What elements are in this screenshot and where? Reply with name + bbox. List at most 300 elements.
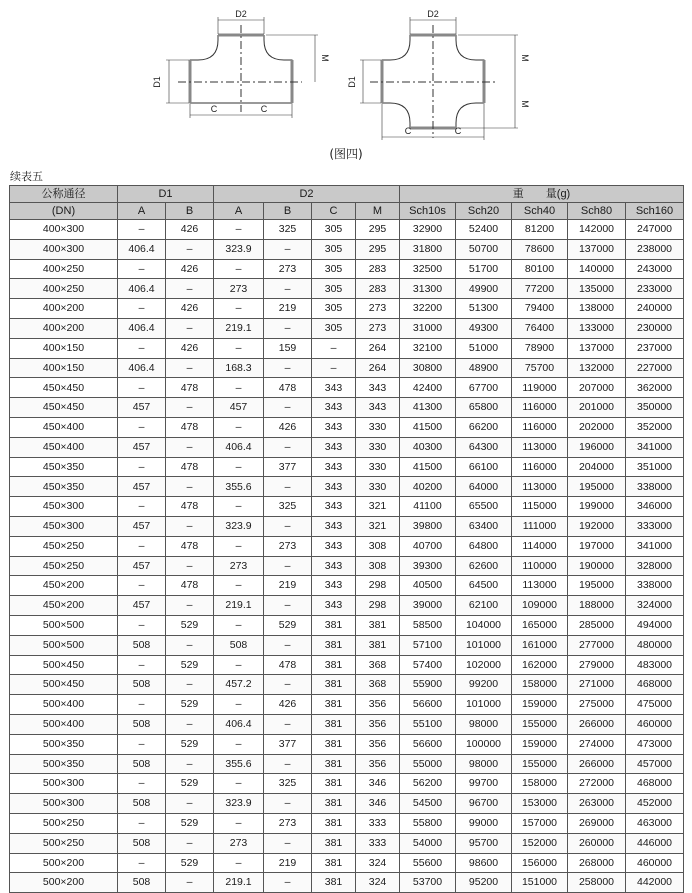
cell-sch10s: 30800 bbox=[400, 358, 456, 378]
cell-sch20: 96700 bbox=[456, 794, 512, 814]
cell-sch10s: 53700 bbox=[400, 873, 456, 893]
cell-d1-b: – bbox=[166, 754, 214, 774]
cell-sch10s: 55800 bbox=[400, 813, 456, 833]
cell-sch80: 133000 bbox=[568, 318, 626, 338]
cell-dn: 450×300 bbox=[10, 516, 118, 536]
cell-d2-b: – bbox=[264, 358, 312, 378]
cell-sch160: 341000 bbox=[626, 536, 684, 556]
cell-sch80: 202000 bbox=[568, 417, 626, 437]
cell-d1-a: 457 bbox=[118, 398, 166, 418]
cell-sch10s: 58500 bbox=[400, 615, 456, 635]
cell-d1-a: – bbox=[118, 695, 166, 715]
cell-sch160: 247000 bbox=[626, 220, 684, 240]
table-row bbox=[10, 635, 684, 655]
cell-m: 368 bbox=[356, 675, 400, 695]
col-sch10s: Sch10s bbox=[400, 203, 456, 220]
col-d1-a: A bbox=[118, 203, 166, 220]
cell-dn: 500×200 bbox=[10, 853, 118, 873]
cell-d2-b: 325 bbox=[264, 774, 312, 794]
cell-d1-b: 529 bbox=[166, 695, 214, 715]
cell-sch10s: 40500 bbox=[400, 576, 456, 596]
cell-dn: 450×200 bbox=[10, 576, 118, 596]
cell-c: 343 bbox=[312, 497, 356, 517]
cell-d2-b: – bbox=[264, 873, 312, 893]
cell-sch80: 137000 bbox=[568, 338, 626, 358]
cell-d1-b: – bbox=[166, 794, 214, 814]
cell-sch40: 162000 bbox=[512, 655, 568, 675]
cell-sch40: 159000 bbox=[512, 734, 568, 754]
cell-m: 264 bbox=[356, 358, 400, 378]
col-d2-a: A bbox=[214, 203, 264, 220]
cell-d1-b: 478 bbox=[166, 417, 214, 437]
cell-d1-b: – bbox=[166, 714, 214, 734]
table-row bbox=[10, 833, 684, 853]
cell-m: 330 bbox=[356, 417, 400, 437]
cell-sch20: 95200 bbox=[456, 873, 512, 893]
cell-sch40: 156000 bbox=[512, 853, 568, 873]
cell-dn: 450×250 bbox=[10, 556, 118, 576]
cell-c: 381 bbox=[312, 615, 356, 635]
cell-sch160: 230000 bbox=[626, 318, 684, 338]
table-row bbox=[10, 239, 684, 259]
cell-c: 343 bbox=[312, 516, 356, 536]
cell-sch20: 51700 bbox=[456, 259, 512, 279]
cell-sch10s: 55900 bbox=[400, 675, 456, 695]
table-body bbox=[10, 220, 684, 893]
cell-sch10s: 39300 bbox=[400, 556, 456, 576]
cell-d2-a: – bbox=[214, 813, 264, 833]
cell-dn: 400×300 bbox=[10, 220, 118, 240]
cell-sch20: 63400 bbox=[456, 516, 512, 536]
cell-sch20: 101000 bbox=[456, 635, 512, 655]
cell-m: 324 bbox=[356, 873, 400, 893]
cell-m: 330 bbox=[356, 457, 400, 477]
cell-d2-b: – bbox=[264, 635, 312, 655]
cell-d1-b: 529 bbox=[166, 655, 214, 675]
cell-sch80: 192000 bbox=[568, 516, 626, 536]
cell-sch10s: 55600 bbox=[400, 853, 456, 873]
cell-m: 356 bbox=[356, 754, 400, 774]
cell-sch20: 95700 bbox=[456, 833, 512, 853]
cell-c: 381 bbox=[312, 813, 356, 833]
cell-sch20: 49900 bbox=[456, 279, 512, 299]
cell-c: 343 bbox=[312, 457, 356, 477]
cell-d2-a: – bbox=[214, 497, 264, 517]
cell-c: 305 bbox=[312, 259, 356, 279]
cell-dn: 500×300 bbox=[10, 774, 118, 794]
cell-sch40: 151000 bbox=[512, 873, 568, 893]
col-d1-b: B bbox=[166, 203, 214, 220]
cell-d2-b: – bbox=[264, 794, 312, 814]
cell-d2-b: 273 bbox=[264, 259, 312, 279]
cell-sch10s: 56600 bbox=[400, 734, 456, 754]
cell-c: 343 bbox=[312, 477, 356, 497]
cell-sch40: 79400 bbox=[512, 299, 568, 319]
cell-sch40: 158000 bbox=[512, 675, 568, 695]
cell-m: 330 bbox=[356, 477, 400, 497]
cell-c: 305 bbox=[312, 318, 356, 338]
cell-m: 356 bbox=[356, 714, 400, 734]
cell-d2-a: – bbox=[214, 299, 264, 319]
cell-d2-a: – bbox=[214, 378, 264, 398]
cell-d2-b: – bbox=[264, 398, 312, 418]
cell-sch20: 62100 bbox=[456, 596, 512, 616]
cell-sch160: 338000 bbox=[626, 576, 684, 596]
cell-d2-b: 426 bbox=[264, 417, 312, 437]
cell-d2-a: 273 bbox=[214, 279, 264, 299]
cross-drawing bbox=[360, 17, 518, 140]
cell-dn: 500×450 bbox=[10, 655, 118, 675]
table-row bbox=[10, 259, 684, 279]
cell-c: 381 bbox=[312, 873, 356, 893]
cell-sch10s: 40200 bbox=[400, 477, 456, 497]
cell-d2-b: – bbox=[264, 556, 312, 576]
cell-sch80: 271000 bbox=[568, 675, 626, 695]
cell-d2-b: – bbox=[264, 477, 312, 497]
cell-m: 298 bbox=[356, 596, 400, 616]
cell-c: 343 bbox=[312, 378, 356, 398]
cell-sch80: 260000 bbox=[568, 833, 626, 853]
cell-c: 343 bbox=[312, 536, 356, 556]
cell-dn: 500×200 bbox=[10, 873, 118, 893]
cell-sch20: 100000 bbox=[456, 734, 512, 754]
cell-d1-a: – bbox=[118, 615, 166, 635]
cell-d2-b: 529 bbox=[264, 615, 312, 635]
table-row bbox=[10, 279, 684, 299]
cell-sch20: 98600 bbox=[456, 853, 512, 873]
cell-sch40: 109000 bbox=[512, 596, 568, 616]
table-row bbox=[10, 734, 684, 754]
cell-sch20: 102000 bbox=[456, 655, 512, 675]
cell-sch40: 113000 bbox=[512, 477, 568, 497]
table-row bbox=[10, 477, 684, 497]
cell-dn: 400×300 bbox=[10, 239, 118, 259]
cell-d1-b: 426 bbox=[166, 259, 214, 279]
cell-sch80: 272000 bbox=[568, 774, 626, 794]
cell-sch160: 463000 bbox=[626, 813, 684, 833]
cell-c: 343 bbox=[312, 398, 356, 418]
cell-d1-a: 457 bbox=[118, 437, 166, 457]
cell-sch40: 153000 bbox=[512, 794, 568, 814]
cell-d1-a: – bbox=[118, 734, 166, 754]
cell-m: 283 bbox=[356, 279, 400, 299]
cell-m: 368 bbox=[356, 655, 400, 675]
cell-sch40: 77200 bbox=[512, 279, 568, 299]
col-sch160: Sch160 bbox=[626, 203, 684, 220]
cell-sch80: 195000 bbox=[568, 477, 626, 497]
cell-m: 333 bbox=[356, 833, 400, 853]
cell-dn: 500×500 bbox=[10, 615, 118, 635]
cell-m: 381 bbox=[356, 635, 400, 655]
cell-dn: 450×350 bbox=[10, 457, 118, 477]
cell-sch80: 188000 bbox=[568, 596, 626, 616]
cell-m: 321 bbox=[356, 497, 400, 517]
cross-d1-label: D1 bbox=[347, 76, 357, 88]
cell-sch80: 142000 bbox=[568, 220, 626, 240]
cell-d1-a: 457 bbox=[118, 516, 166, 536]
cell-d1-a: 508 bbox=[118, 754, 166, 774]
table-row bbox=[10, 853, 684, 873]
cell-d2-b: 478 bbox=[264, 378, 312, 398]
cell-d1-a: 457 bbox=[118, 477, 166, 497]
cell-d1-a: – bbox=[118, 378, 166, 398]
cell-sch160: 328000 bbox=[626, 556, 684, 576]
cell-d2-a: 273 bbox=[214, 556, 264, 576]
cell-sch40: 115000 bbox=[512, 497, 568, 517]
cell-sch80: 132000 bbox=[568, 358, 626, 378]
cell-dn: 500×350 bbox=[10, 754, 118, 774]
cell-sch160: 442000 bbox=[626, 873, 684, 893]
cell-c: 381 bbox=[312, 655, 356, 675]
cell-sch160: 324000 bbox=[626, 596, 684, 616]
cell-sch160: 460000 bbox=[626, 714, 684, 734]
cell-dn: 500×400 bbox=[10, 695, 118, 715]
cell-d1-a: – bbox=[118, 774, 166, 794]
cell-d1-b: 426 bbox=[166, 220, 214, 240]
cell-c: 305 bbox=[312, 220, 356, 240]
cell-sch40: 152000 bbox=[512, 833, 568, 853]
cell-c: 343 bbox=[312, 556, 356, 576]
cell-d2-b: 426 bbox=[264, 695, 312, 715]
spec-table bbox=[9, 185, 684, 893]
header-dn: 公称通径 bbox=[10, 186, 118, 203]
cell-d1-a: – bbox=[118, 338, 166, 358]
cell-sch40: 161000 bbox=[512, 635, 568, 655]
cell-d2-b: 325 bbox=[264, 497, 312, 517]
cell-d2-a: 219.1 bbox=[214, 596, 264, 616]
cell-sch40: 113000 bbox=[512, 576, 568, 596]
col-sch20: Sch20 bbox=[456, 203, 512, 220]
cell-m: 273 bbox=[356, 299, 400, 319]
cell-dn: 450×400 bbox=[10, 417, 118, 437]
cell-d1-a: – bbox=[118, 853, 166, 873]
cell-c: 343 bbox=[312, 596, 356, 616]
fitting-drawings bbox=[0, 0, 692, 165]
cell-dn: 450×350 bbox=[10, 477, 118, 497]
cell-dn: 500×450 bbox=[10, 675, 118, 695]
cell-sch160: 362000 bbox=[626, 378, 684, 398]
cell-dn: 450×400 bbox=[10, 437, 118, 457]
cell-d2-b: 377 bbox=[264, 457, 312, 477]
cell-sch40: 78600 bbox=[512, 239, 568, 259]
cell-m: 343 bbox=[356, 378, 400, 398]
cell-sch80: 258000 bbox=[568, 873, 626, 893]
cell-d2-b: 273 bbox=[264, 813, 312, 833]
cell-sch160: 338000 bbox=[626, 477, 684, 497]
table-row bbox=[10, 417, 684, 437]
cell-d2-b: 159 bbox=[264, 338, 312, 358]
cell-sch10s: 32500 bbox=[400, 259, 456, 279]
figure-caption: (图四) bbox=[329, 147, 363, 161]
cell-sch160: 341000 bbox=[626, 437, 684, 457]
cell-d2-b: – bbox=[264, 318, 312, 338]
cell-sch20: 98000 bbox=[456, 714, 512, 734]
cell-dn: 500×300 bbox=[10, 794, 118, 814]
cell-d2-b: – bbox=[264, 279, 312, 299]
cell-dn: 400×150 bbox=[10, 358, 118, 378]
cell-sch80: 204000 bbox=[568, 457, 626, 477]
cell-c: 381 bbox=[312, 774, 356, 794]
cell-d2-b: – bbox=[264, 437, 312, 457]
table-row bbox=[10, 655, 684, 675]
cell-m: 295 bbox=[356, 239, 400, 259]
cell-m: 298 bbox=[356, 576, 400, 596]
cell-sch80: 190000 bbox=[568, 556, 626, 576]
cell-sch20: 99200 bbox=[456, 675, 512, 695]
cell-sch80: 196000 bbox=[568, 437, 626, 457]
cell-sch160: 480000 bbox=[626, 635, 684, 655]
cell-d2-a: 323.9 bbox=[214, 239, 264, 259]
cell-c: 381 bbox=[312, 695, 356, 715]
cell-dn: 450×250 bbox=[10, 536, 118, 556]
header-d2: D2 bbox=[214, 186, 400, 203]
cell-sch20: 64800 bbox=[456, 536, 512, 556]
cell-sch20: 98000 bbox=[456, 754, 512, 774]
col-m: M bbox=[356, 203, 400, 220]
tee-d1-label: D1 bbox=[152, 76, 162, 88]
cell-sch10s: 55000 bbox=[400, 754, 456, 774]
reducing-tee-drawing bbox=[166, 17, 318, 118]
cell-d2-a: – bbox=[214, 774, 264, 794]
cell-sch10s: 41100 bbox=[400, 497, 456, 517]
cell-sch160: 483000 bbox=[626, 655, 684, 675]
cell-sch80: 275000 bbox=[568, 695, 626, 715]
cell-sch10s: 54500 bbox=[400, 794, 456, 814]
cell-c: 381 bbox=[312, 714, 356, 734]
cell-dn: 450×450 bbox=[10, 398, 118, 418]
cell-d1-b: – bbox=[166, 635, 214, 655]
cell-sch20: 66200 bbox=[456, 417, 512, 437]
cell-sch160: 243000 bbox=[626, 259, 684, 279]
table-row bbox=[10, 338, 684, 358]
cell-sch160: 468000 bbox=[626, 675, 684, 695]
cell-d2-a: 273 bbox=[214, 833, 264, 853]
cell-d1-b: – bbox=[166, 873, 214, 893]
cell-sch10s: 41500 bbox=[400, 457, 456, 477]
cell-m: 346 bbox=[356, 774, 400, 794]
cell-d1-b: 478 bbox=[166, 576, 214, 596]
cell-sch10s: 54000 bbox=[400, 833, 456, 853]
cell-sch80: 135000 bbox=[568, 279, 626, 299]
cell-dn: 500×250 bbox=[10, 833, 118, 853]
table-row bbox=[10, 358, 684, 378]
cell-d1-b: – bbox=[166, 358, 214, 378]
cell-d1-b: – bbox=[166, 833, 214, 853]
cell-d1-a: – bbox=[118, 497, 166, 517]
cell-d2-a: – bbox=[214, 338, 264, 358]
table-row bbox=[10, 754, 684, 774]
cell-d1-b: 529 bbox=[166, 774, 214, 794]
cell-sch160: 350000 bbox=[626, 398, 684, 418]
cell-sch10s: 31300 bbox=[400, 279, 456, 299]
table-row bbox=[10, 675, 684, 695]
cell-m: 273 bbox=[356, 318, 400, 338]
cell-c: 305 bbox=[312, 299, 356, 319]
cell-sch20: 62600 bbox=[456, 556, 512, 576]
cell-sch80: 140000 bbox=[568, 259, 626, 279]
cell-d1-a: 508 bbox=[118, 833, 166, 853]
cell-c: 305 bbox=[312, 279, 356, 299]
header-row-2 bbox=[10, 203, 684, 220]
cell-sch20: 50700 bbox=[456, 239, 512, 259]
cell-d1-b: 529 bbox=[166, 734, 214, 754]
cell-sch80: 197000 bbox=[568, 536, 626, 556]
cell-sch160: 494000 bbox=[626, 615, 684, 635]
cell-sch20: 49300 bbox=[456, 318, 512, 338]
cell-sch10s: 57100 bbox=[400, 635, 456, 655]
tee-c-right-label: C bbox=[260, 104, 268, 114]
cell-sch20: 67700 bbox=[456, 378, 512, 398]
table-row bbox=[10, 299, 684, 319]
cell-sch40: 157000 bbox=[512, 813, 568, 833]
cell-d1-a: – bbox=[118, 655, 166, 675]
cell-sch10s: 31000 bbox=[400, 318, 456, 338]
cell-sch80: 138000 bbox=[568, 299, 626, 319]
cell-dn: 400×200 bbox=[10, 318, 118, 338]
table-row bbox=[10, 596, 684, 616]
cell-d2-b: – bbox=[264, 596, 312, 616]
cell-sch40: 110000 bbox=[512, 556, 568, 576]
cell-d1-b: 426 bbox=[166, 299, 214, 319]
table-row bbox=[10, 556, 684, 576]
cell-d1-b: – bbox=[166, 398, 214, 418]
cell-sch40: 155000 bbox=[512, 714, 568, 734]
cell-d2-b: 219 bbox=[264, 299, 312, 319]
cell-sch80: 263000 bbox=[568, 794, 626, 814]
cell-d2-a: 355.6 bbox=[214, 754, 264, 774]
cell-sch10s: 41500 bbox=[400, 417, 456, 437]
cell-d1-b: – bbox=[166, 675, 214, 695]
cell-sch10s: 32100 bbox=[400, 338, 456, 358]
cell-d1-a: – bbox=[118, 457, 166, 477]
cell-sch10s: 39000 bbox=[400, 596, 456, 616]
cell-c: 381 bbox=[312, 833, 356, 853]
cell-dn: 500×350 bbox=[10, 734, 118, 754]
cell-d2-b: 219 bbox=[264, 576, 312, 596]
table-row bbox=[10, 220, 684, 240]
cell-sch40: 113000 bbox=[512, 437, 568, 457]
cell-d2-a: – bbox=[214, 734, 264, 754]
cell-sch20: 64000 bbox=[456, 477, 512, 497]
cell-sch160: 446000 bbox=[626, 833, 684, 853]
cell-d1-a: 508 bbox=[118, 675, 166, 695]
cell-d1-b: 426 bbox=[166, 338, 214, 358]
cell-sch160: 233000 bbox=[626, 279, 684, 299]
cell-dn: 400×250 bbox=[10, 279, 118, 299]
cell-m: 308 bbox=[356, 536, 400, 556]
cell-m: 343 bbox=[356, 398, 400, 418]
cell-sch10s: 42400 bbox=[400, 378, 456, 398]
cell-c: 381 bbox=[312, 734, 356, 754]
cell-sch20: 52400 bbox=[456, 220, 512, 240]
cell-sch20: 104000 bbox=[456, 615, 512, 635]
cell-sch10s: 55100 bbox=[400, 714, 456, 734]
cell-m: 321 bbox=[356, 516, 400, 536]
cell-sch80: 274000 bbox=[568, 734, 626, 754]
cell-d2-a: – bbox=[214, 220, 264, 240]
table-row bbox=[10, 794, 684, 814]
cell-d2-a: 323.9 bbox=[214, 516, 264, 536]
cell-sch160: 457000 bbox=[626, 754, 684, 774]
cell-dn: 500×500 bbox=[10, 635, 118, 655]
cell-d1-a: 508 bbox=[118, 794, 166, 814]
table-row bbox=[10, 497, 684, 517]
cell-d1-a: – bbox=[118, 536, 166, 556]
cell-sch40: 75700 bbox=[512, 358, 568, 378]
cell-sch80: 266000 bbox=[568, 714, 626, 734]
col-c: C bbox=[312, 203, 356, 220]
cell-d1-b: – bbox=[166, 596, 214, 616]
